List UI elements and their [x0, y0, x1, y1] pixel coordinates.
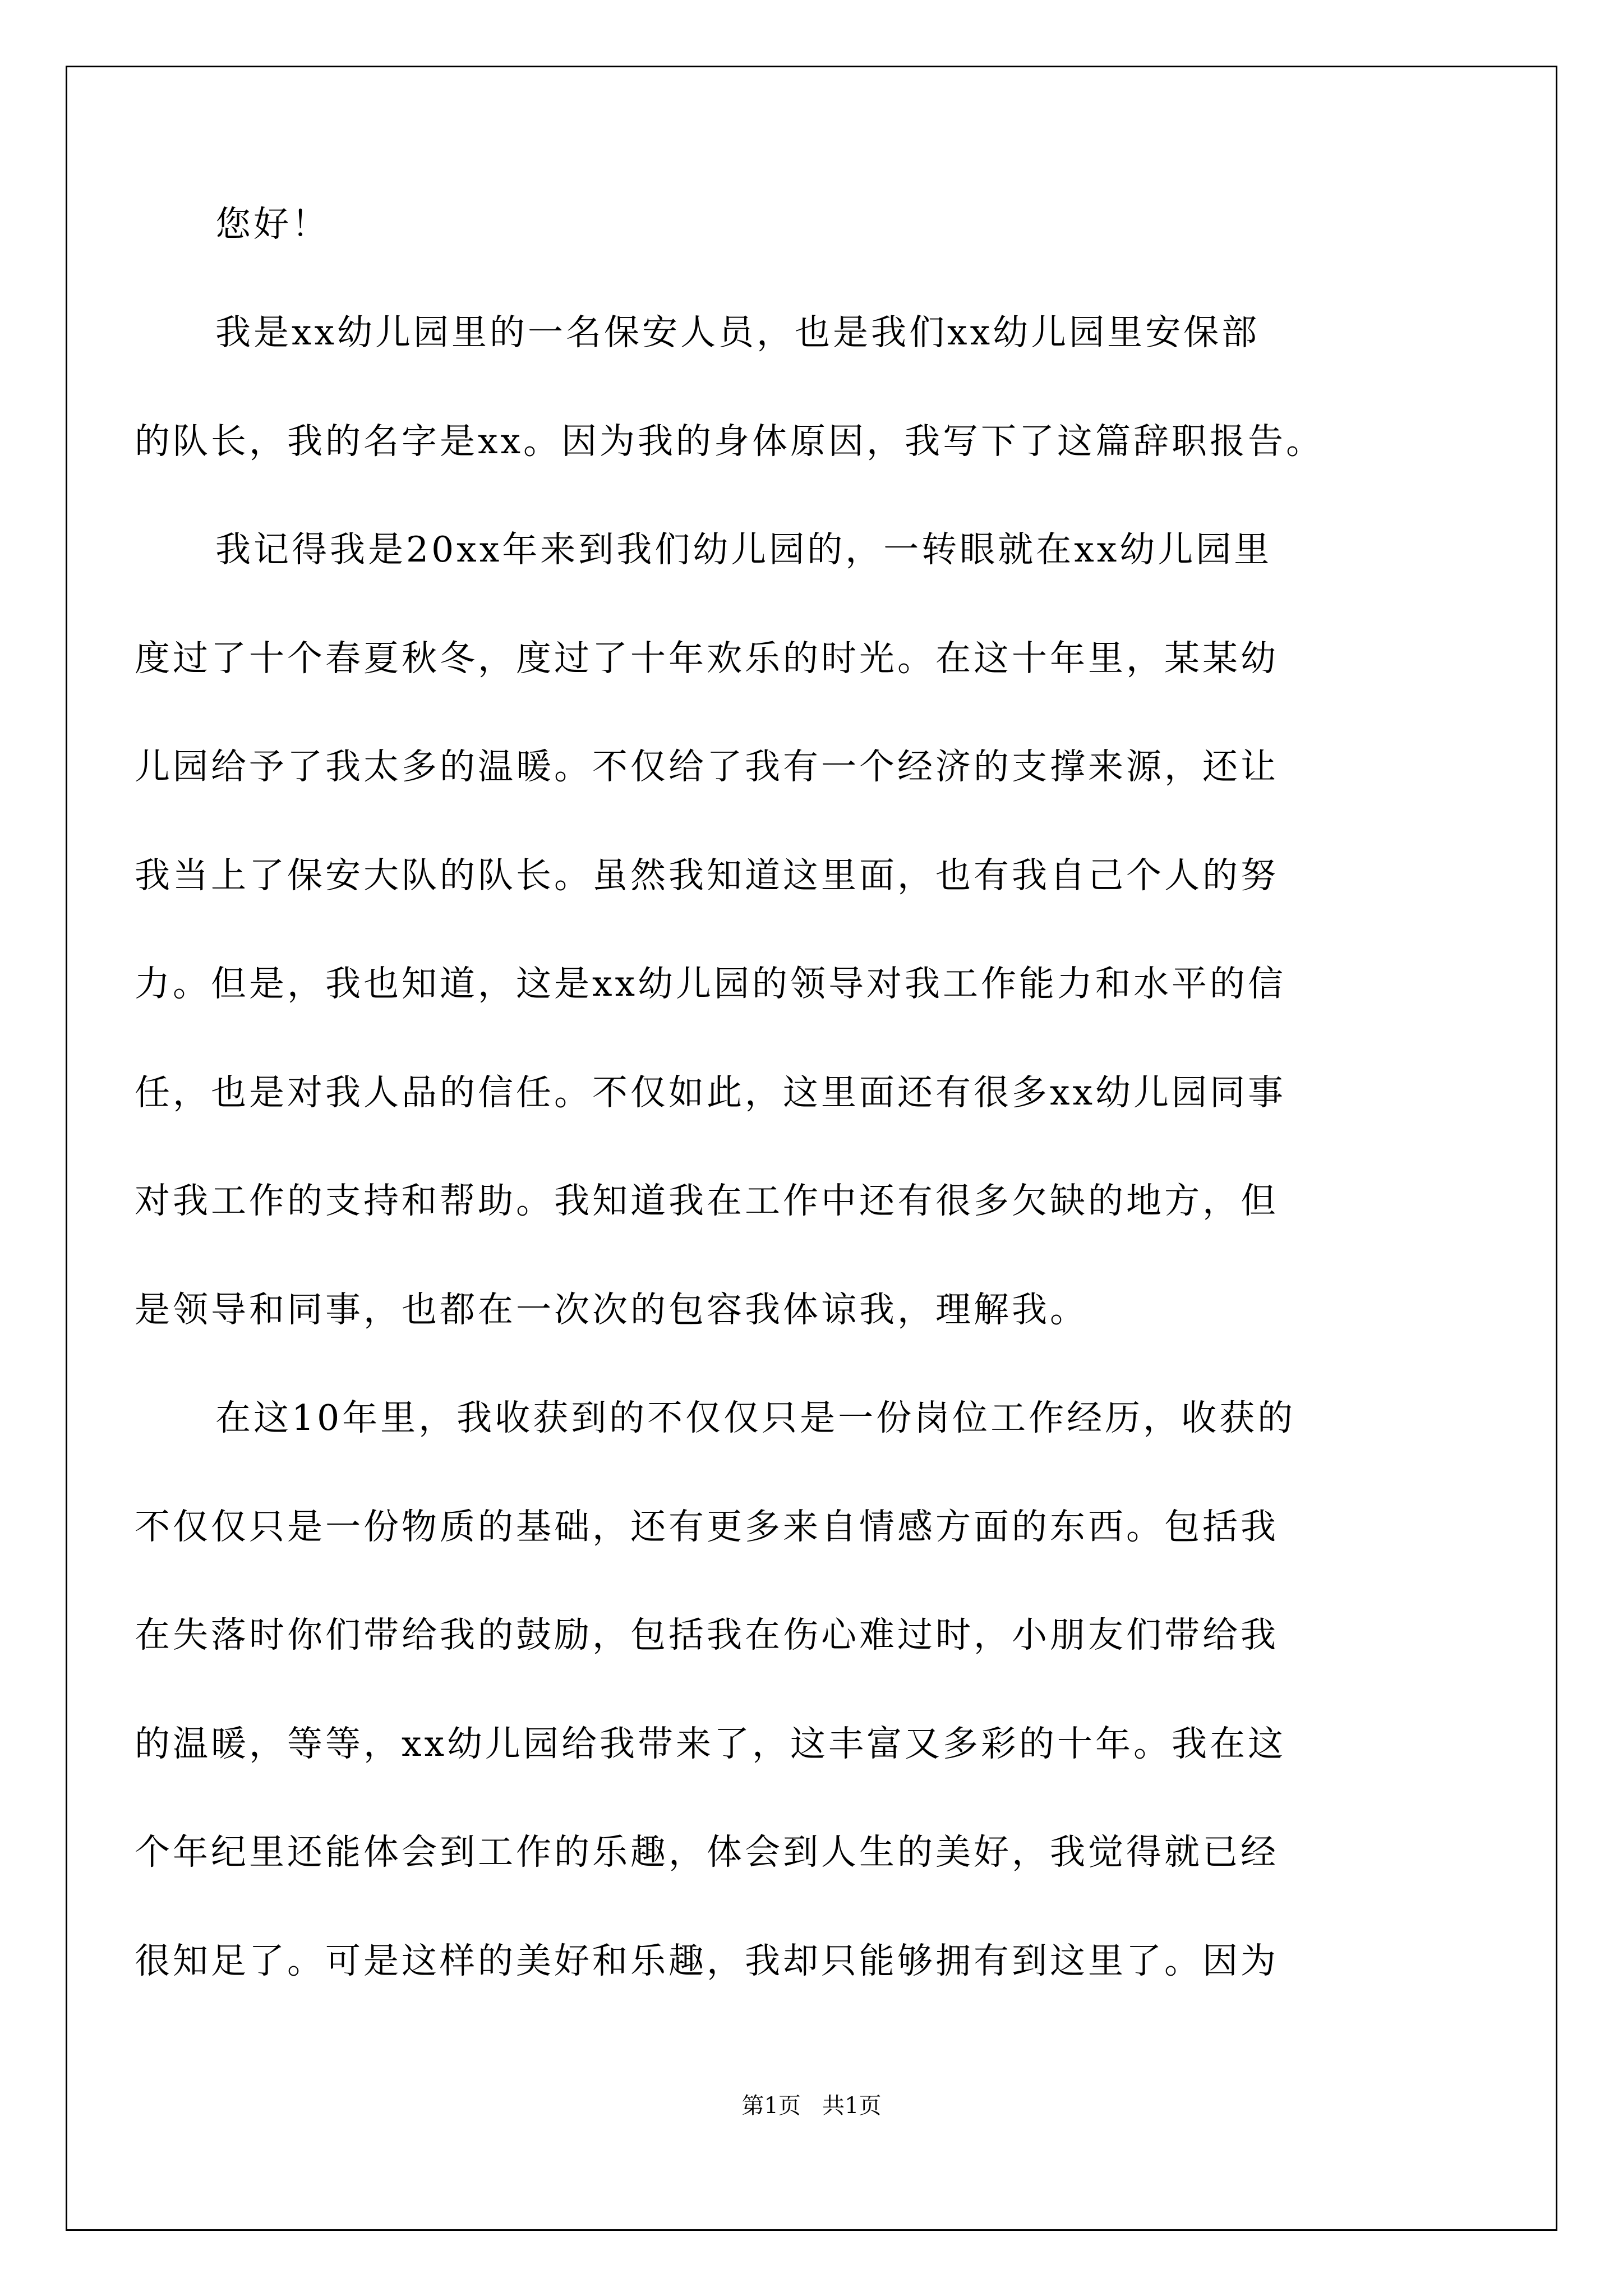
greeting: 您好！	[215, 204, 330, 245]
paragraph-line: 在这10年里，我收获到的不仅仅只是一份岗位工作经历，收获的	[215, 1397, 1296, 1438]
paragraph-line: 是领导和同事，也都在一次次的包容我体谅我，理解我。	[135, 1289, 1088, 1330]
paragraph-line: 我记得我是20xx年来到我们幼儿园的，一转眼就在xx幼儿园里	[215, 529, 1272, 570]
page-number-footer: 第1页 共1页	[741, 2093, 882, 2119]
paragraph-line: 个年纪里还能体会到工作的乐趣，体会到人生的美好，我觉得就已经	[135, 1832, 1279, 1872]
paragraph-line: 的队长，我的名字是xx。因为我的身体原因，我写下了这篇辞职报告。	[135, 421, 1325, 462]
paragraph-line: 对我工作的支持和帮助。我知道我在工作中还有很多欠缺的地方，但	[135, 1180, 1279, 1221]
paragraph-line: 在失落时你们带给我的鼓励，包括我在伤心难过时，小朋友们带给我	[135, 1614, 1279, 1655]
paragraph-line: 度过了十个春夏秋冬，度过了十年欢乐的时光。在这十年里，某某幼	[135, 638, 1279, 679]
paragraph-line: 不仅仅只是一份物质的基础，还有更多来自情感方面的东西。包括我	[135, 1506, 1279, 1547]
paragraph-line: 我是xx幼儿园里的一名保安人员，也是我们xx幼儿园里安保部	[215, 312, 1260, 353]
paragraph-line: 我当上了保安大队的队长。虽然我知道这里面，也有我自己个人的努	[135, 855, 1279, 896]
paragraph-line: 很知足了。可是这样的美好和乐趣，我却只能够拥有到这里了。因为	[135, 1940, 1279, 1981]
paragraph-line: 力。但是，我也知道，这是xx幼儿园的领导对我工作能力和水平的信	[135, 963, 1287, 1004]
paragraph-line: 儿园给予了我太多的温暖。不仅给了我有一个经济的支撑来源，还让	[135, 746, 1279, 787]
paragraph-line: 的温暖，等等，xx幼儿园给我带来了，这丰富又多彩的十年。我在这	[135, 1723, 1287, 1764]
paragraph-line: 任，也是对我人品的信任。不仅如此，这里面还有很多xx幼儿园同事	[135, 1072, 1287, 1113]
page-border	[66, 66, 1557, 2231]
